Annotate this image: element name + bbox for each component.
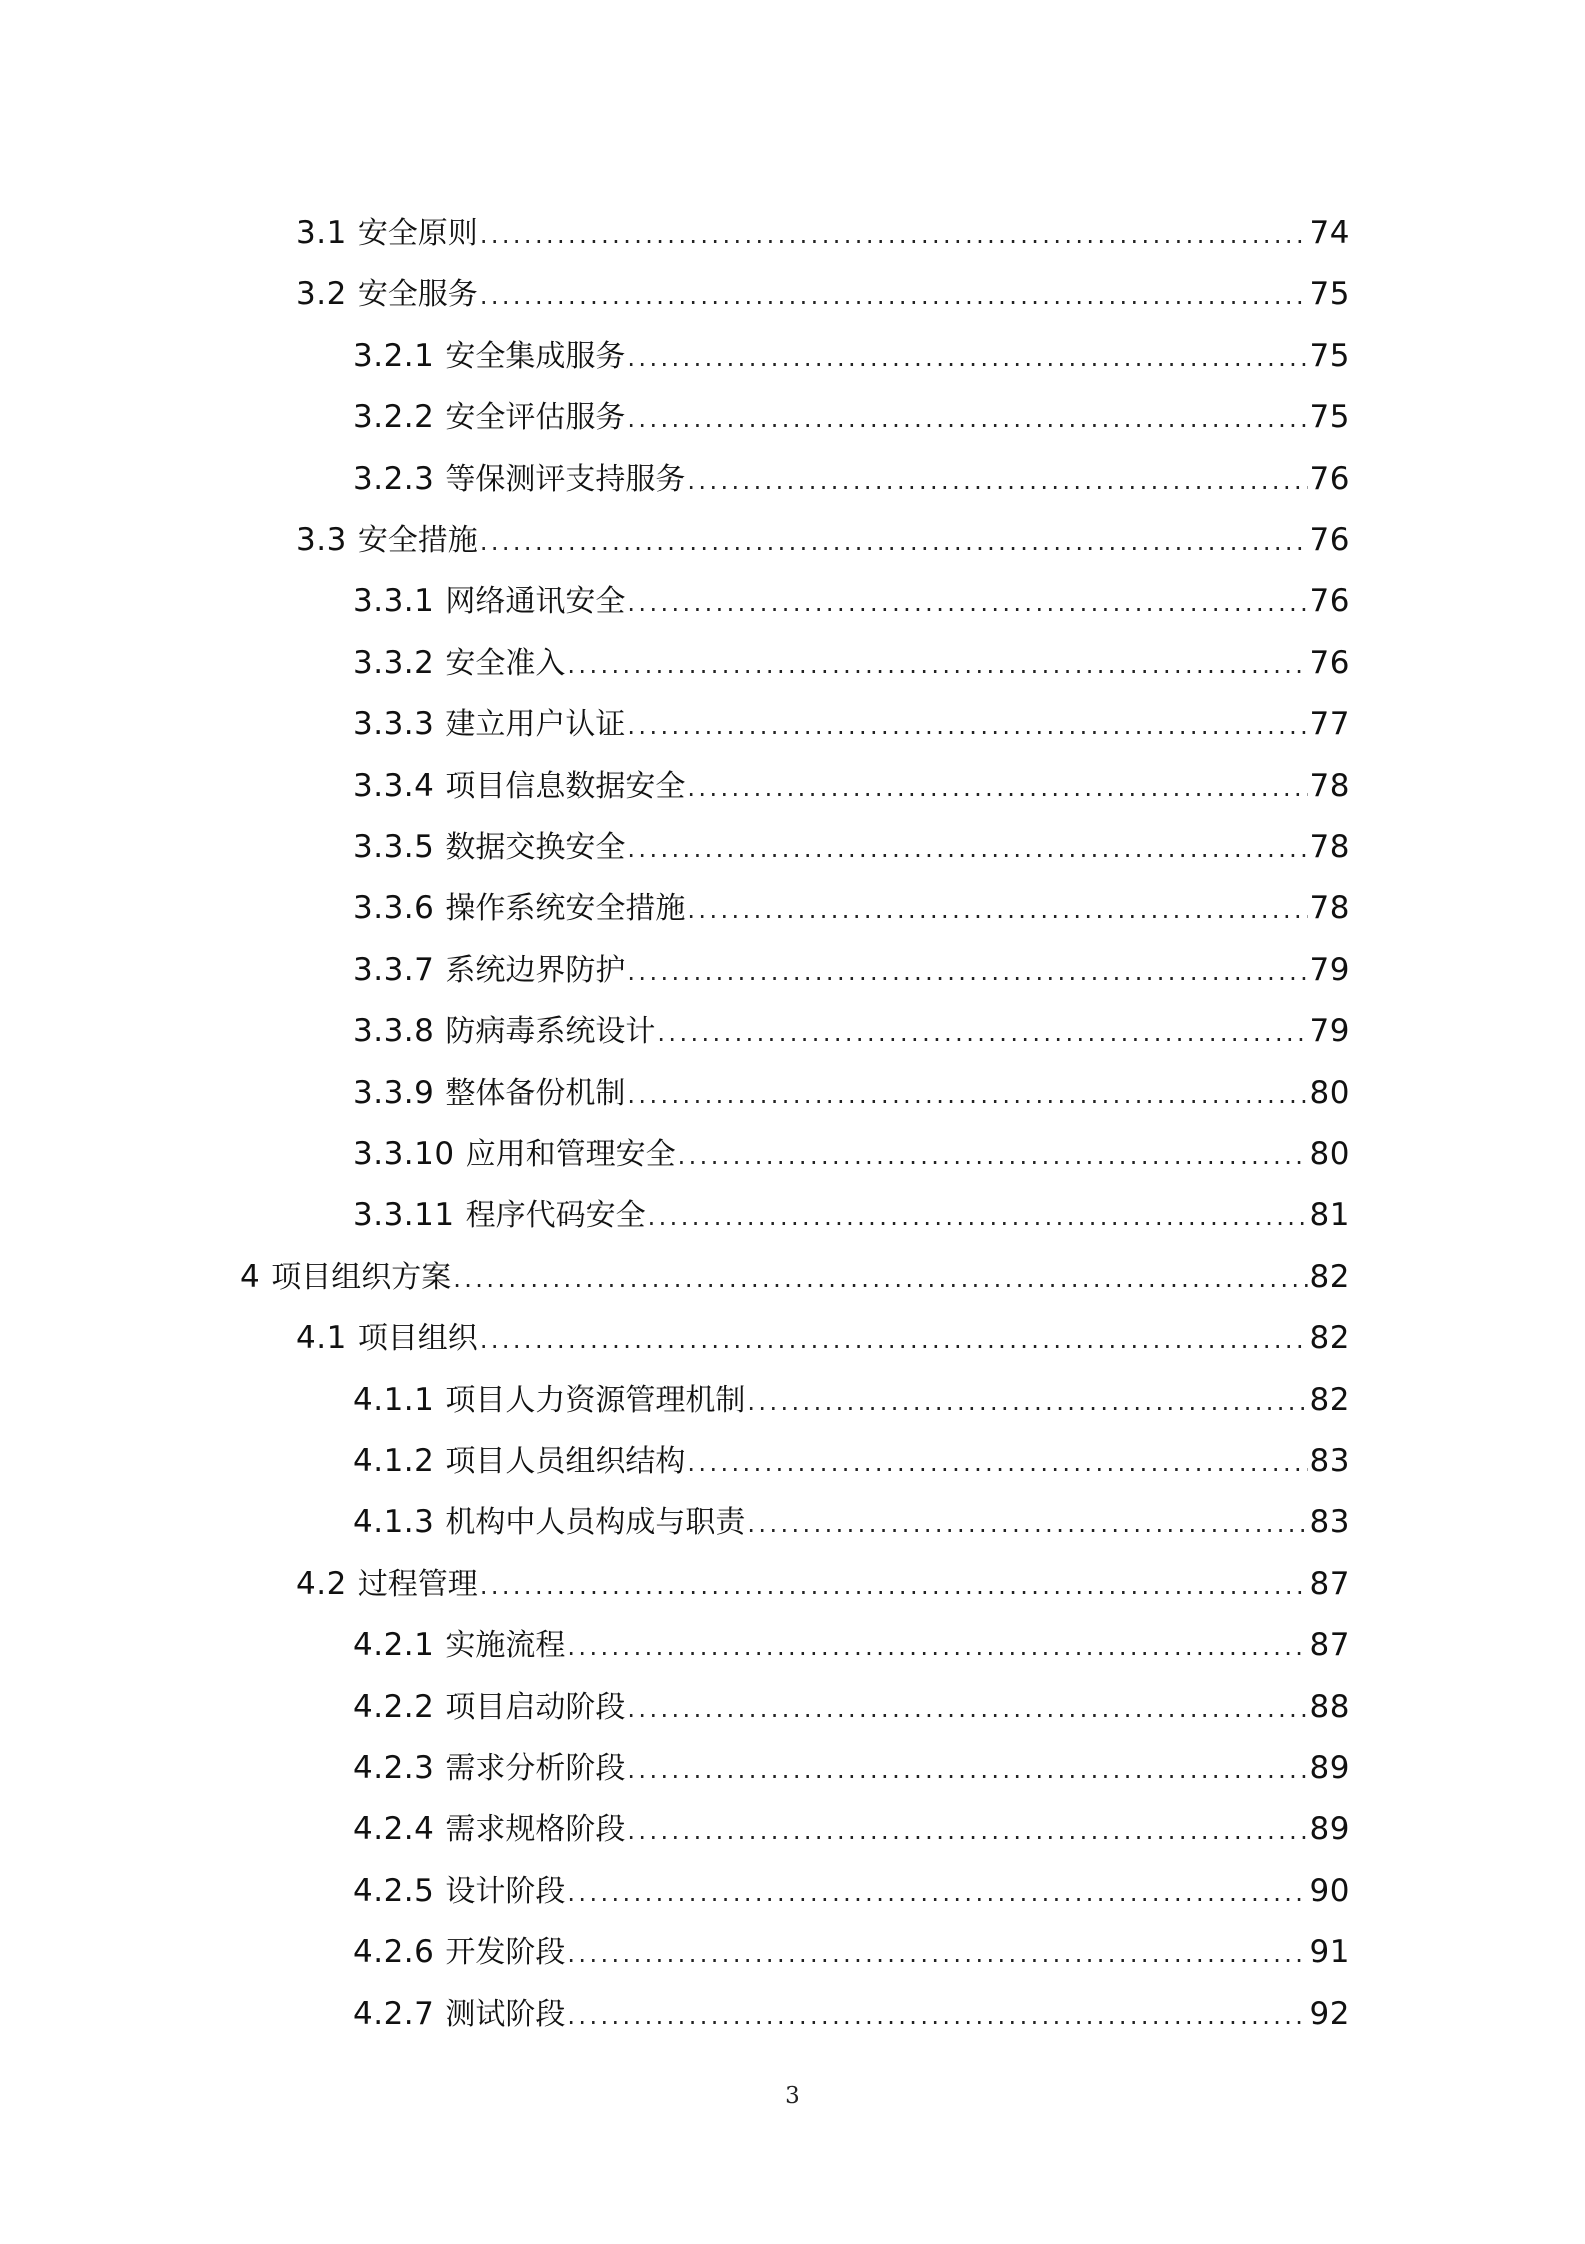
toc-entry[interactable] [353, 1370, 1350, 1430]
toc-entry-number: 4.2.1 [353, 1627, 435, 1663]
toc-entry-number: 4.1.2 [353, 1443, 435, 1479]
toc-entry[interactable] [353, 1738, 1350, 1798]
toc-entry-number: 4.1 [296, 1320, 347, 1356]
toc-entry-title: 安全原则 [357, 216, 478, 251]
toc-dot-leader [627, 1679, 1307, 1737]
toc-dot-leader [627, 573, 1307, 631]
toc-entry[interactable] [353, 756, 1350, 816]
toc-entry-page: 78 [1309, 768, 1350, 804]
toc-dot-leader [627, 328, 1307, 386]
toc-entry-title: 安全评估服务 [445, 400, 626, 435]
toc-entry-number: 4.2.4 [353, 1811, 435, 1847]
toc-entry-title: 项目组织方案 [271, 1260, 452, 1295]
toc-entry-title: 项目信息数据安全 [445, 769, 686, 804]
toc-entry-title: 系统边界防护 [445, 953, 626, 988]
toc-dot-leader [627, 389, 1307, 447]
toc-dot-leader [678, 1126, 1308, 1184]
toc-entry-number: 3.3.2 [353, 645, 435, 681]
toc-entry-page: 83 [1309, 1443, 1350, 1479]
toc-entry[interactable] [353, 571, 1350, 631]
toc-entry-title: 项目人员组织结构 [445, 1444, 686, 1479]
toc-entry[interactable] [353, 1677, 1350, 1737]
toc-entry-page: 79 [1309, 1013, 1350, 1049]
toc-entry-number: 3.3.4 [353, 768, 435, 804]
toc-entry-title: 应用和管理安全 [465, 1137, 676, 1172]
toc-dot-leader [657, 1003, 1307, 1061]
toc-entry-number: 3.3.5 [353, 829, 435, 865]
toc-dot-leader [480, 1556, 1308, 1614]
toc-entry[interactable] [353, 1185, 1350, 1245]
toc-entry-number: 3.3.9 [353, 1075, 435, 1111]
toc-entry-number: 3.3.10 [353, 1136, 455, 1172]
toc-dot-leader [567, 1986, 1307, 2044]
toc-entry[interactable] [353, 1063, 1350, 1123]
toc-entry-number: 3.3 [296, 522, 347, 558]
toc-entry-number: 4.2.6 [353, 1934, 435, 1970]
toc-entry[interactable] [353, 1984, 1350, 2044]
toc-entry-title: 程序代码安全 [465, 1198, 646, 1233]
toc-entry-page: 92 [1309, 1996, 1350, 2032]
toc-entry[interactable] [353, 694, 1350, 754]
toc-entry-title: 网络通讯安全 [445, 584, 626, 619]
toc-entry-page: 83 [1309, 1504, 1350, 1540]
toc-entry-title: 安全集成服务 [445, 339, 626, 374]
toc-entry-page: 75 [1309, 338, 1350, 374]
toc-entry[interactable] [353, 1799, 1350, 1859]
toc-entry-title: 项目人力资源管理机制 [445, 1383, 746, 1418]
toc-entry-title: 防病毒系统设计 [445, 1014, 656, 1049]
toc-entry-page: 91 [1309, 1934, 1350, 1970]
toc-entry-page: 88 [1309, 1689, 1350, 1725]
toc-entry-page: 76 [1309, 522, 1350, 558]
toc-dot-leader [627, 1801, 1307, 1859]
toc-entry[interactable] [240, 1247, 1350, 1307]
toc-entry-number: 3.3.1 [353, 583, 435, 619]
toc-entry-title: 实施流程 [445, 1628, 566, 1663]
toc-entry[interactable] [353, 633, 1350, 693]
toc-dot-leader [687, 451, 1307, 509]
toc-entry[interactable] [296, 1308, 1350, 1368]
toc-entry[interactable] [353, 940, 1350, 1000]
toc-dot-leader [567, 635, 1307, 693]
toc-entry-number: 4.1.3 [353, 1504, 435, 1540]
toc-entry[interactable] [353, 449, 1350, 509]
toc-entry[interactable] [353, 326, 1350, 386]
toc-dot-leader [687, 758, 1307, 816]
toc-entry-title: 安全准入 [445, 646, 566, 681]
toc-dot-leader [627, 1065, 1307, 1123]
toc-entry-page: 79 [1309, 952, 1350, 988]
toc-entry-title: 整体备份机制 [445, 1076, 626, 1111]
toc-dot-leader [567, 1924, 1307, 1982]
toc-entry-title: 建立用户认证 [445, 707, 626, 742]
toc-dot-leader [627, 696, 1307, 754]
page-number: 3 [785, 2083, 800, 2109]
toc-entry-page: 75 [1309, 399, 1350, 435]
toc-entry[interactable] [353, 1124, 1350, 1184]
toc-dot-leader [567, 1863, 1307, 1921]
toc-entry[interactable] [353, 1492, 1350, 1552]
toc-entry-number: 3.3.7 [353, 952, 435, 988]
toc-entry-page: 89 [1309, 1750, 1350, 1786]
toc-dot-leader [627, 1740, 1307, 1798]
toc-dot-leader [747, 1494, 1307, 1552]
toc-dot-leader [480, 266, 1308, 324]
toc-entry-page: 81 [1309, 1197, 1350, 1233]
toc-entry-title: 项目启动阶段 [445, 1690, 626, 1725]
toc-entry-number: 3.3.3 [353, 706, 435, 742]
toc-dot-leader [648, 1187, 1308, 1245]
toc-entry[interactable] [353, 1001, 1350, 1061]
toc-entry[interactable] [353, 817, 1350, 877]
toc-entry-number: 3.3.6 [353, 890, 435, 926]
toc-entry-number: 3.2.2 [353, 399, 435, 435]
toc-entry-page: 87 [1309, 1566, 1350, 1602]
toc-entry-page: 74 [1309, 215, 1350, 251]
toc-entry-title: 项目组织 [357, 1321, 478, 1356]
toc-entry-page: 82 [1309, 1320, 1350, 1356]
toc-entry-number: 3.2.3 [353, 461, 435, 497]
toc-entry-page: 80 [1309, 1136, 1350, 1172]
toc-entry-title: 需求分析阶段 [445, 1751, 626, 1786]
toc-entry-title: 需求规格阶段 [445, 1812, 626, 1847]
toc-entry-page: 82 [1309, 1259, 1350, 1295]
toc-entry-number: 4.2.5 [353, 1873, 435, 1909]
toc-entry-number: 4.2 [296, 1566, 347, 1602]
toc-dot-leader [453, 1249, 1307, 1307]
toc-entry-page: 78 [1309, 890, 1350, 926]
toc-entry[interactable] [353, 1922, 1350, 1982]
toc-dot-leader [480, 205, 1308, 263]
toc-entry-page: 76 [1309, 645, 1350, 681]
toc-dot-leader [627, 819, 1307, 877]
toc-entry[interactable] [353, 1615, 1350, 1675]
toc-entry-number: 4.2.2 [353, 1689, 435, 1725]
toc-dot-leader [687, 1433, 1307, 1491]
toc-entry-number: 3.3.8 [353, 1013, 435, 1049]
toc-dot-leader [747, 1372, 1307, 1430]
toc-entry-page: 87 [1309, 1627, 1350, 1663]
toc-entry-number: 4.1.1 [353, 1382, 435, 1418]
toc-dot-leader [567, 1617, 1307, 1675]
toc-entry-page: 75 [1309, 276, 1350, 312]
toc-entry-page: 76 [1309, 583, 1350, 619]
toc-entry[interactable] [296, 264, 1350, 324]
toc-entry-number: 4.2.3 [353, 1750, 435, 1786]
toc-entry[interactable] [353, 878, 1350, 938]
toc-entry-number: 4.2.7 [353, 1996, 435, 2032]
toc-entry-number: 3.3.11 [353, 1197, 455, 1233]
toc-entry-number: 3.2 [296, 276, 347, 312]
toc-entry[interactable] [296, 1554, 1350, 1614]
toc-dot-leader [480, 512, 1308, 570]
toc-entry-title: 安全措施 [357, 523, 478, 558]
toc-entry-page: 77 [1309, 706, 1350, 742]
toc-entry-page: 76 [1309, 461, 1350, 497]
toc-dot-leader [480, 1310, 1308, 1368]
toc-entry-page: 78 [1309, 829, 1350, 865]
toc-entry[interactable] [353, 1861, 1350, 1921]
toc-entry-page: 89 [1309, 1811, 1350, 1847]
toc-entry-title: 开发阶段 [445, 1935, 566, 1970]
toc-entry[interactable] [296, 510, 1350, 570]
toc-entry-page: 80 [1309, 1075, 1350, 1111]
toc-entry-number: 3.2.1 [353, 338, 435, 374]
toc-entry-title: 数据交换安全 [445, 830, 626, 865]
toc-entry-title: 设计阶段 [445, 1874, 566, 1909]
toc-entry-title: 测试阶段 [445, 1997, 566, 2032]
toc-entry-page: 90 [1309, 1873, 1350, 1909]
toc-entry-title: 等保测评支持服务 [445, 462, 686, 497]
toc-entry[interactable] [296, 203, 1350, 263]
toc-entry-title: 安全服务 [357, 277, 478, 312]
toc-entry-page: 82 [1309, 1382, 1350, 1418]
toc-entry-title: 机构中人员构成与职责 [445, 1505, 746, 1540]
toc-entry-title: 操作系统安全措施 [445, 891, 686, 926]
toc-entry-title: 过程管理 [357, 1567, 478, 1602]
toc-dot-leader [627, 942, 1307, 1000]
toc-entry[interactable] [353, 387, 1350, 447]
toc-entry[interactable] [353, 1431, 1350, 1491]
toc-entry-number: 4 [240, 1259, 261, 1295]
toc-entry-number: 3.1 [296, 215, 347, 251]
toc-dot-leader [687, 880, 1307, 938]
